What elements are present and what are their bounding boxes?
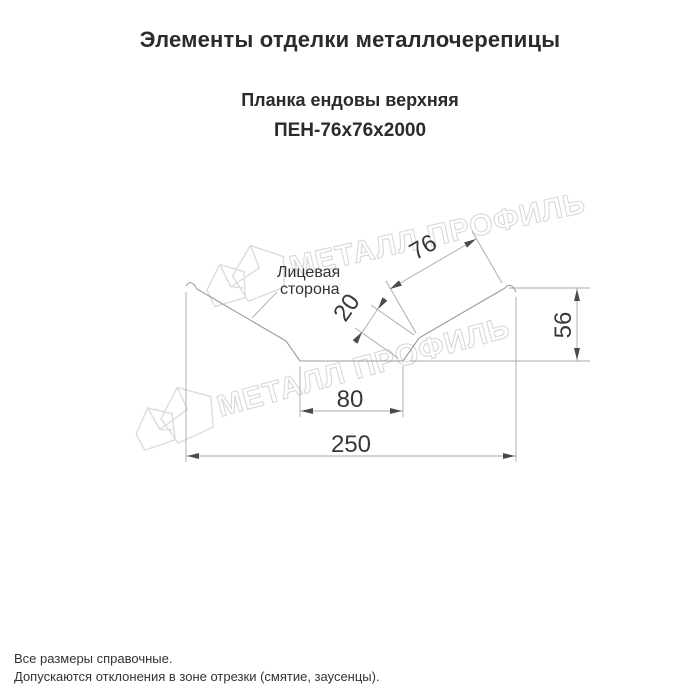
product-code: ПЕН-76x76x2000 [273, 120, 427, 141]
face-side-label [277, 264, 340, 298]
footer-note-2: Допускаются отклонения в зоне отрезки (смятие, заусенцы). [14, 669, 380, 684]
watermark-top [200, 173, 591, 310]
page-title: Элементы отделки металлочерепицы [139, 27, 561, 52]
dim-slope-width: 76 [404, 229, 442, 266]
footer-notes [14, 650, 674, 686]
dim-bottom-width: 80 [336, 386, 364, 413]
watermark-bottom [127, 297, 516, 453]
dim-lip: 20 [328, 289, 366, 327]
dim-total-width: 250 [330, 431, 372, 458]
product-subtitle: Планка ендовы верхняя [241, 90, 459, 110]
dim-height: 56 [550, 311, 577, 339]
face-side-label-line1: Лицевая [277, 264, 341, 281]
footer-note-1: Все размеры справочные. [14, 651, 173, 666]
face-side-label-line2: сторона [280, 281, 340, 298]
